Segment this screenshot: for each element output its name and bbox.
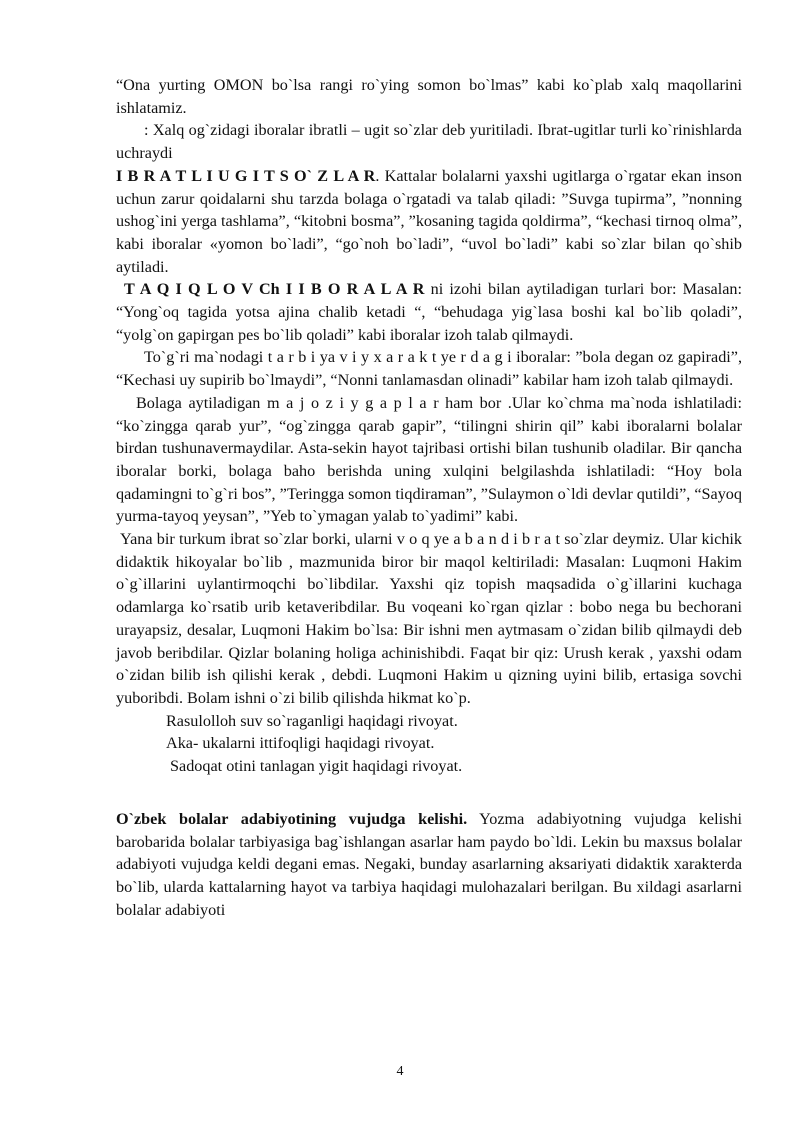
- paragraph-text: ni izohi bilan aytiladigan turlari bor: Masalan: “Yong`oq tagida yotsa ajina chalib ketadi “, “behudaga yig`lasa boshi kal bo`lib qoladi”, “yolg`on gapirgan pes bo`lib qoladi” kabi iboralar izoh talab qilmaydi.: [116, 280, 742, 344]
- page-body: [116, 74, 742, 921]
- paragraph-text: Yana bir turkum ibrat so`zlar borki, ularni: [120, 530, 397, 549]
- spaced-term: m a j o z i y g a p l a r: [266, 393, 439, 412]
- paragraph-voqeaband: [116, 528, 742, 710]
- inline-heading: I B R A T L I U G I T S O` Z L A R: [116, 166, 376, 185]
- paragraph-text: Yozma adabiyotning vujudga kelishi barobarida bolalar tarbiyasiga bag`ishlangan asarlar ham paydo bo`ldi. Lekin bu maxsus bolalar adabiyoti vujudga keldi degani emas. Negaki, bunday asarlarning aksariyati didaktik xarakterda bo`lib, ularda kattalarning hayot va tarbiya haqidagi mulohazalari berilgan. Bu xildagi asarlarni bolalar adabiyoti: [116, 809, 742, 919]
- paragraph-text: : Xalq og`zidagi iboralar ibratli – ugit so`zlar deb yuritiladi. Ibrat-ugitlar turli ko`rinishlarda uchraydi: [116, 121, 742, 163]
- spaced-term: t a r b i ya v i y: [267, 348, 370, 367]
- page-number: 4: [396, 1064, 404, 1079]
- paragraph-text: To`g`ri ma`nodagi: [144, 348, 268, 367]
- paragraph-majoziy: [116, 392, 742, 528]
- paragraph-tarbiyaviy: [116, 346, 742, 391]
- paragraph-taqiqlovchi: [116, 278, 742, 346]
- paragraph-text: iboralar: ”bola degan oz gapiradi”, “Kechasi uy supirib bo`lmaydi”, “Nonni tanlamasdan olinadi” kabilar ham izoh talab qilmaydi.: [116, 348, 743, 390]
- paragraph-text: so`zlar deymiz. Ular kichik didaktik hikoyalar bo`lib , mazmunida biror bir maqol keltiriladi: Masalan: Luqmoni Hakim o`g`illarini uylantirmoqchi bo`libdilar. Yaxshi qiz topish maqsadida o`g`illarini kuchaga odamlarga ko`rsatib urib ketaveribdilar. Bu voqeani ko`rgan qizlar : bobo nega bu bechorani urayapsiz, desalar, Luqmoni Hakim bo`lsa: Bir ishni men aytmasam o`zidan bilib qilmaydi deb javob beribdilar. Qizlar bolaning holiga achinishibdi. Faqat bir qiz: Urush kerak , yaxshi odam o`zidan bilib ish qilishi kerak , debdi. Luqmoni Hakim u qizning uyini bilib, ertasiga sovchi yuboribdi. Bolam ishni o`zi bilib qilishda hikmat ko`p.: [116, 530, 743, 707]
- paragraph-intro: [116, 119, 742, 164]
- inline-heading: T A Q I Q L O V Ch I I B O R A L A R: [124, 280, 425, 299]
- paragraph-ibratli-ugit: [116, 165, 742, 279]
- story-title: Rasulolloh suv so`raganligi haqidagi rivoyat.: [166, 711, 458, 730]
- story-title: Aka- ukalarni ittifoqligi haqidagi rivoyat.: [166, 734, 435, 753]
- spaced-term: x a r a k t ye r d a g i: [373, 348, 512, 367]
- paragraph-text: “Ona yurting OMON bo`lsa rangi ro`ying somon bo`lmas” kabi ko`plab xalq maqollarini ishlatamiz.: [116, 76, 742, 117]
- paragraph-text: Bolaga aytiladigan: [136, 393, 267, 412]
- spaced-term: v o q ye a b a n d i b r a t: [396, 530, 561, 549]
- section-heading: O`zbek bolalar adabiyotining vujudga kelishi.: [116, 809, 468, 828]
- story-title: Sadoqat otini tanlagan yigit haqidagi rivoyat.: [170, 757, 463, 776]
- paragraph-text: ham bor .Ular ko`chma ma`noda ishlatiladi: “ko`zingga qarab yur”, “og`zingga qarab gapir”, “tilingni shirin qil” kabi iboralarni bolalar birdan tushunavermaydilar. Asta-sekin hayot tajribasi ortishi bilan tushunib oladilar. Bir qancha iboralar borki, bolaga baho berishda uning xulqini belgilashda ishlatiladi: “Hoy bola qadamingni to`g`ri bos”, ”Teringga somon tiqdiraman”, ”Sulaymon o`ldi devlar qutildi”, “Sayoq yurma-tayoq yeysan”, ”Yeb to`ymagan yalab to`yadimi” kabi.: [116, 393, 742, 526]
- paragraph-text: . Kattalar bolalarni yaxshi ugitlarga o`rgatar ekan inson uchun zarur qoidalarni shu tarzda bolaga o`rgatadi va talab qiladi: ”Suvga tupirma”, ”nonning ushog`ini yerga tashlama”, “kitobni bosma”, ”kosaning tagida qoldirma”, “kechasi tirnoq olma”, kabi iboralar «yomon bo`ladi”, “go`noh bo`ladi”, “uvol bo`ladi” kabi so`zlar bilan qo`shib aytiladi.: [116, 166, 742, 276]
- paragraph-proverbs: [116, 74, 742, 119]
- section-paragraph: [116, 808, 742, 922]
